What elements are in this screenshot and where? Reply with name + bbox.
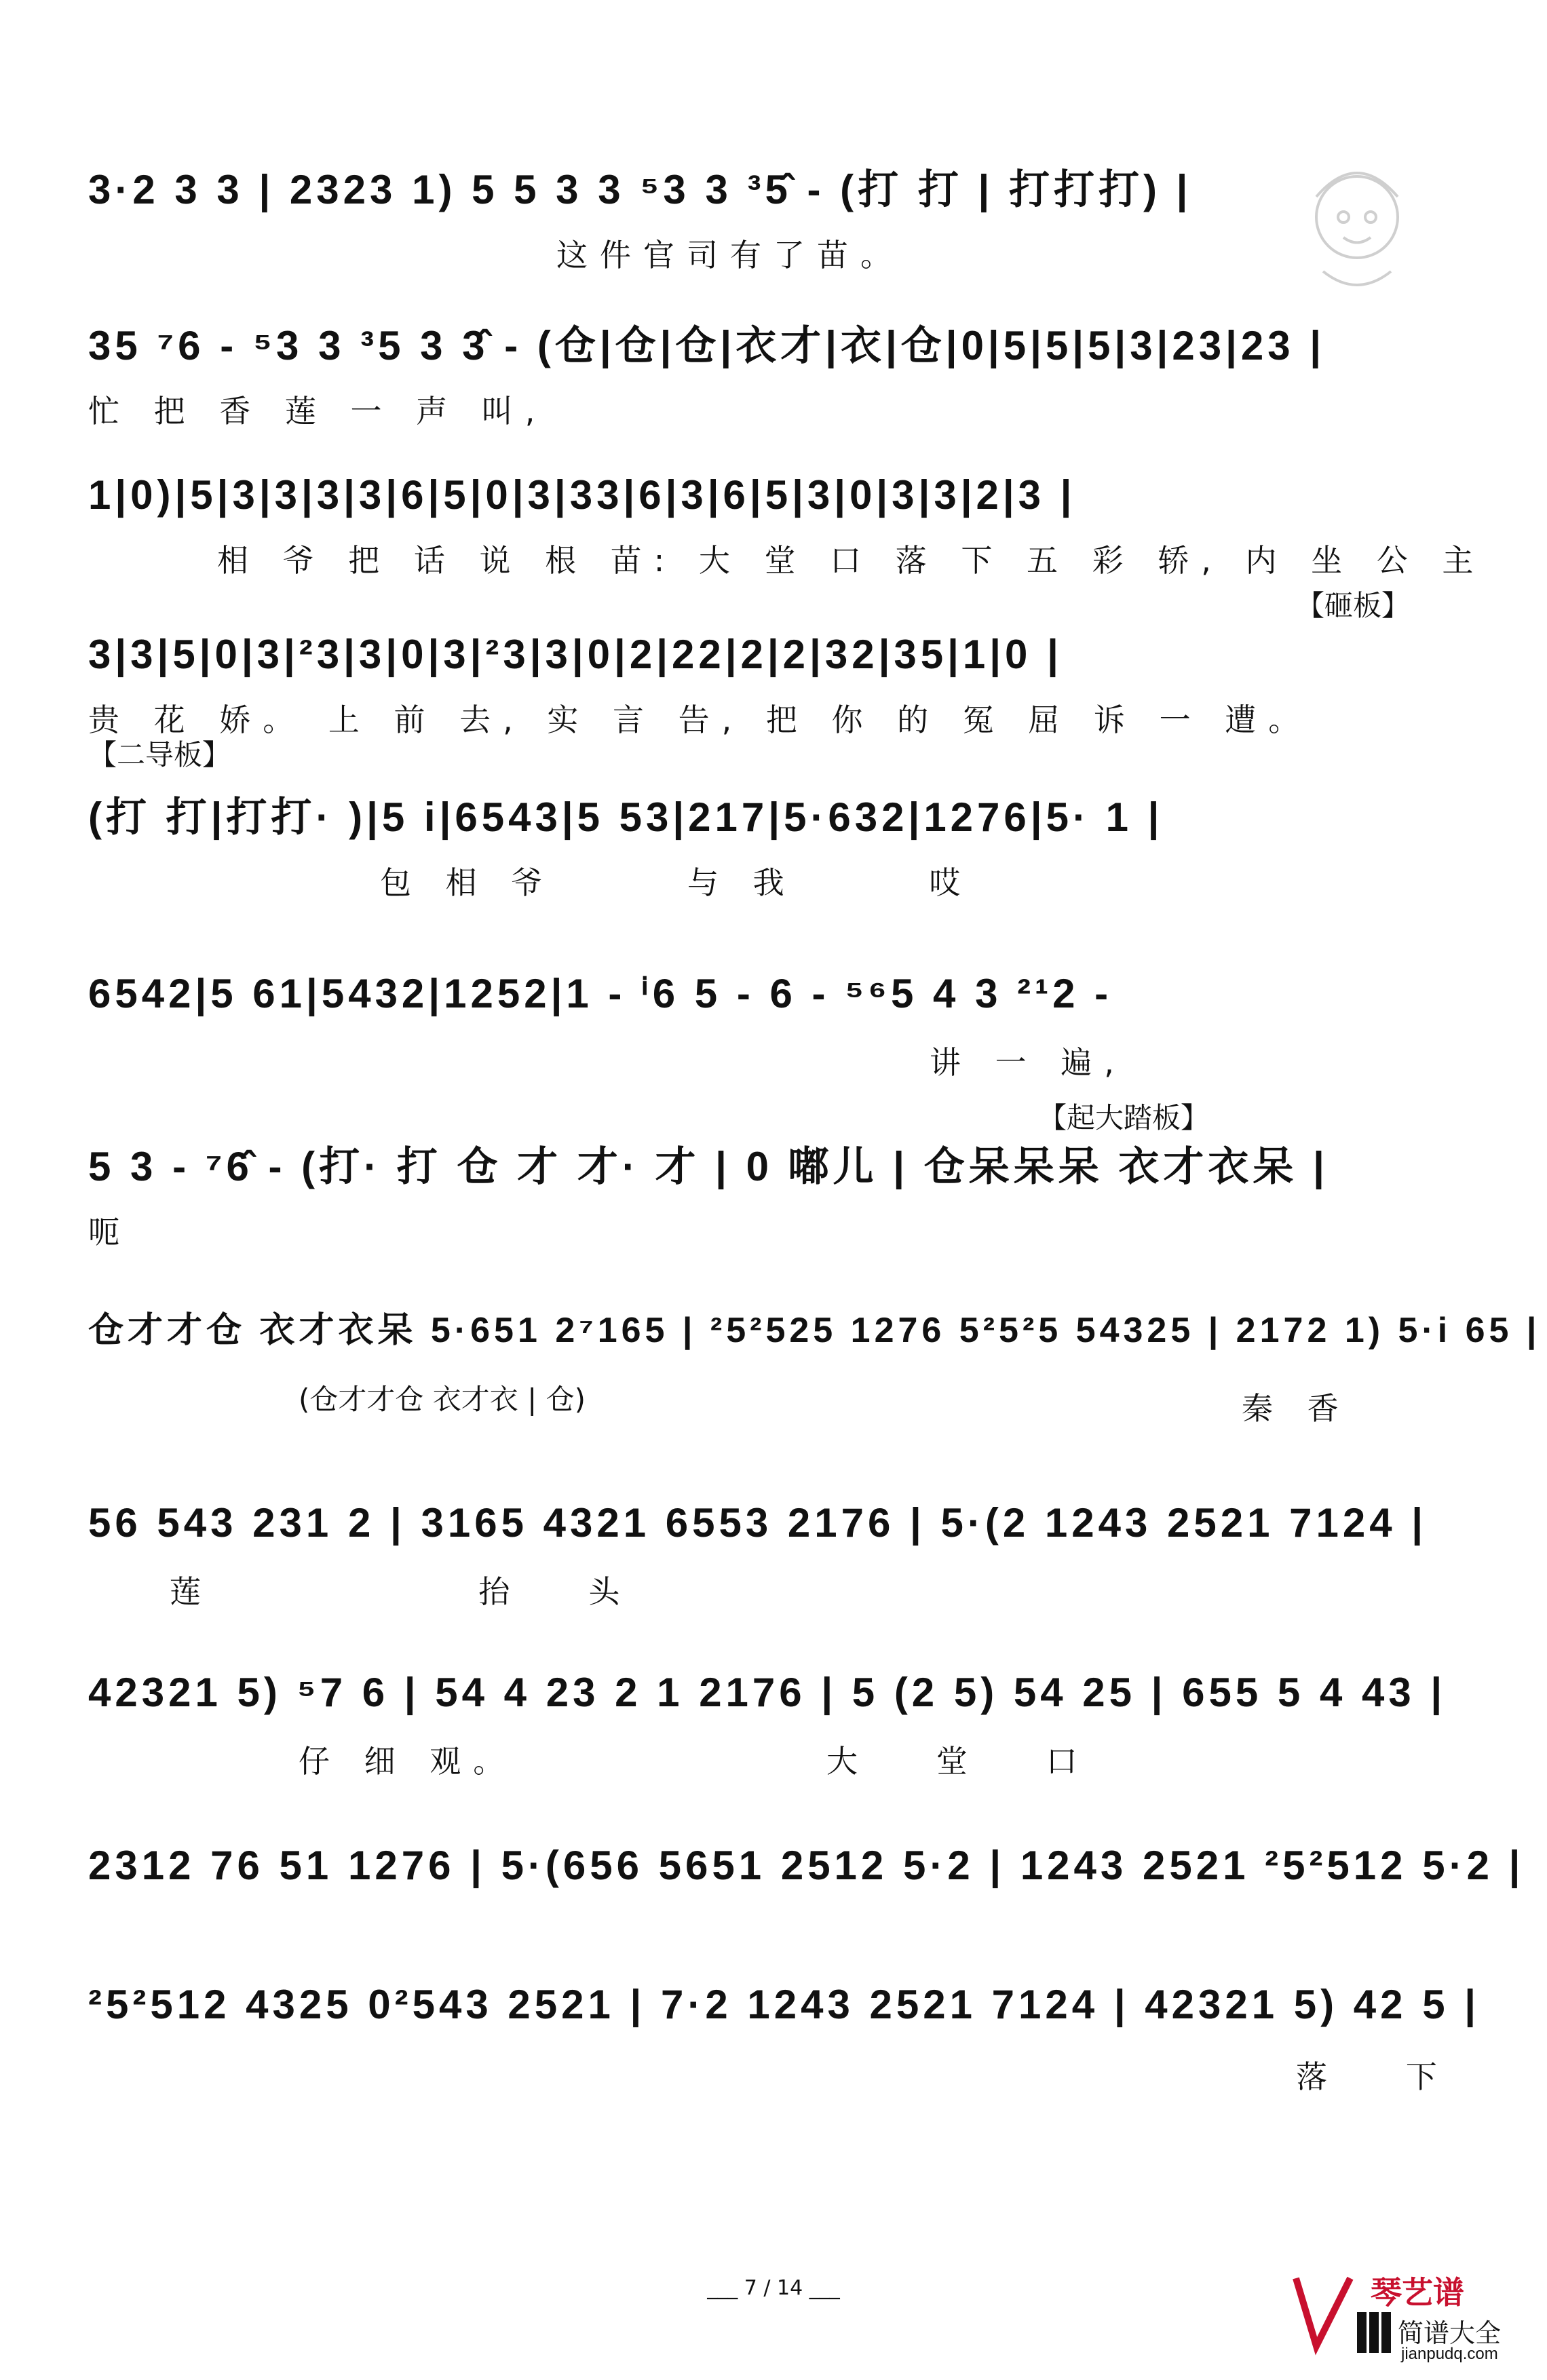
notation-line: (打 打|打打· )|5 i|6543|5 53|217|5·632|1276|5· 1 | (88, 794, 1164, 840)
lyric-line: 讲 一 遍, (930, 1044, 1126, 1081)
notation-line: 3·2 3 3 | 2323 1) 5 5 3 3 ⁵3 3 ³5̂ - (打 打 | 打打打) | (88, 167, 1192, 212)
lyric-line: 呃 (88, 1214, 132, 1250)
lyric-line: 包 相 爷 与 我 哎 (380, 864, 973, 901)
lyric-line: 忙 把 香 莲 一 声 叫, (88, 393, 548, 429)
brand-subtitle: 简谱大全 (1398, 2318, 1502, 2348)
lyric-line: 秦 香 (1242, 1390, 1351, 1427)
notation-line: 仓才才仓 衣才衣呆 5·651 2⁷165 | ²5²525 1276 5²5²5 54325 | 2172 1) 5·i 65 | (88, 1311, 1541, 1350)
lyric-line: 这件官司有了苗。 (556, 237, 904, 273)
notation-line: 2312 76 51 1276 | 5·(656 5651 2512 5·2 | 1243 2521 ²5²512 5·2 | (88, 1843, 1525, 1888)
brand-logo (1289, 2265, 1527, 2366)
brand-name: 琴艺谱 (1371, 2274, 1464, 2311)
notation-line: ²5²512 4325 0²543 2521 | 7·2 1243 2521 7124 | 42321 5) 42 5 | (88, 1982, 1481, 2027)
notation-line: 42321 5) ⁵7 6 | 54 4 23 2 1 2176 | 5 (2 5) 54 25 | 655 5 4 43 | (88, 1670, 1447, 1715)
lyric-line: 贵 花 娇。 上 前 去, 实 言 告, 把 你 的 冤 屈 诉 一 遭。 (88, 702, 1312, 738)
page-number: ___ 7 / 14 ___ (707, 2276, 840, 2300)
section-marker: 【二导板】 (88, 738, 231, 771)
percussion-subline: (仓才才仓 衣才衣 | 仓) (299, 1383, 586, 1416)
section-marker: 【砸板】 (1296, 589, 1411, 622)
notation-line: 35 ⁷6 - ⁵3 3 ³5 3 3̂ - (仓|仓|仓|衣才|衣|仓|0|5|5|5|3|23|23 | (88, 323, 1326, 368)
notation-line: 5 3 - ⁷6̂ - (打· 打 仓 才 才· 才 | 0 嘟儿 | 仓呆呆呆 衣才衣呆 | (88, 1144, 1329, 1189)
lyric-line: 落 下 (1296, 2058, 1449, 2095)
section-marker: 【起大踏板】 (1038, 1101, 1210, 1134)
lyric-line: 仔 细 观。 大 堂 口 (299, 1743, 1090, 1780)
notation-line: 3|3|5|0|3|²3|3|0|3|²3|3|0|2|22|2|2|32|35|1|0 | (88, 632, 1063, 677)
notation-line: 1|0)|5|3|3|3|3|6|5|0|3|33|6|3|6|5|3|0|3|3|2|3 | (88, 472, 1076, 518)
lyric-line: 相 爷 把 话 说 根 苗: 大 堂 口 落 下 五 彩 轿, 内 坐 公 主 (217, 542, 1486, 579)
lyric-line: 莲 抬 头 (170, 1573, 632, 1610)
watermark-figure (1276, 136, 1438, 312)
brand-url: jianpudq.com (1401, 2345, 1498, 2363)
notation-line: 6542|5 61|5432|1252|1 - ⁱ6 5 - 6 - ⁵⁶5 4 3 ²¹2 - (88, 971, 1113, 1016)
notation-line: 56 543 231 2 | 3165 4321 6553 2176 | 5·(2 1243 2521 7124 | (88, 1500, 1428, 1546)
